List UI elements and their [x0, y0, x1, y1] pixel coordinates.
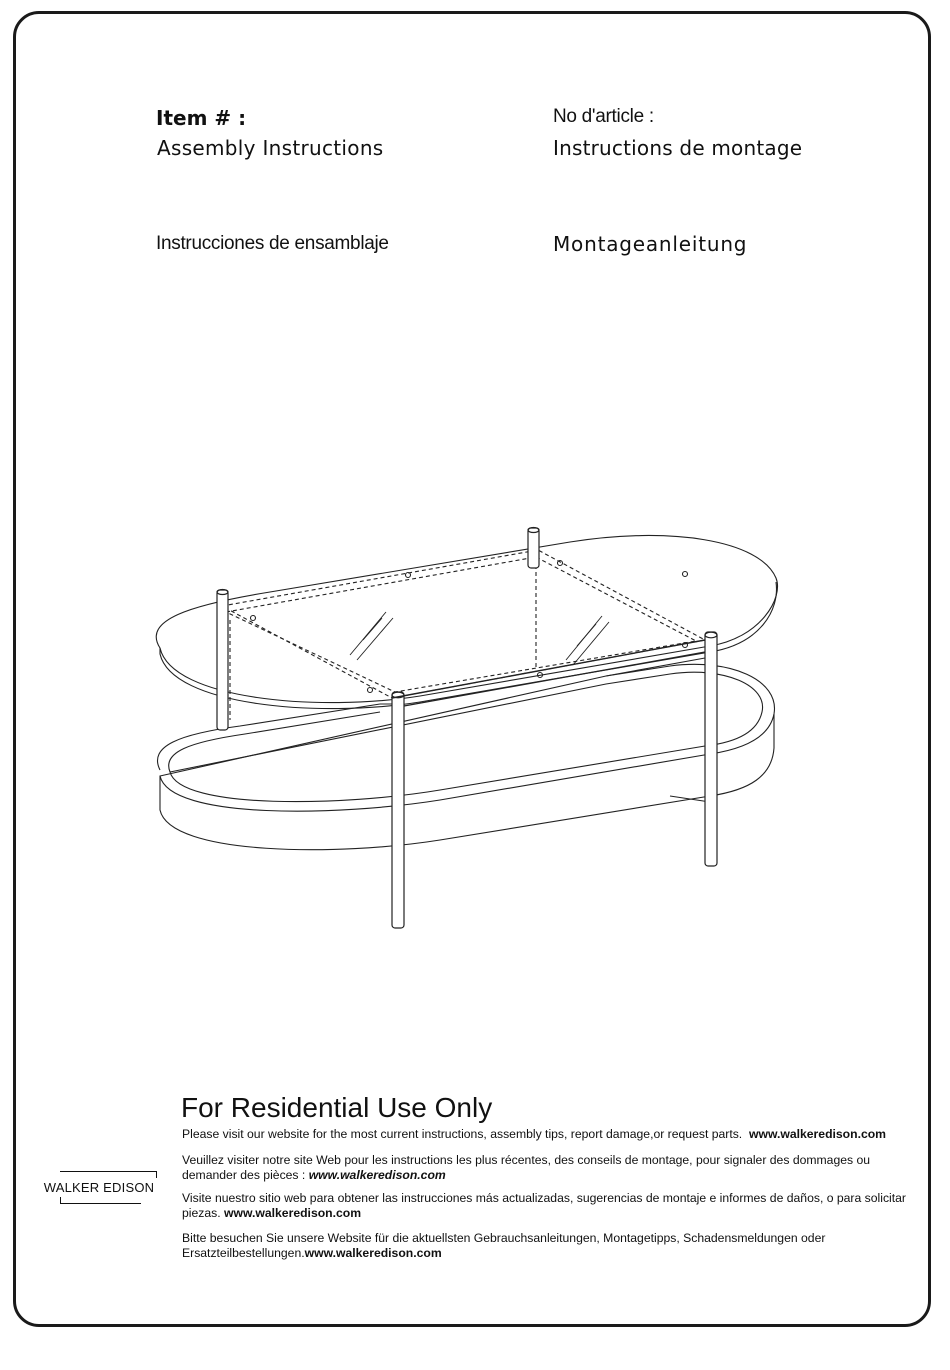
assembly-instructions-fr: Instructions de montage [553, 136, 803, 160]
logo-text: WALKER EDISON [43, 1180, 155, 1195]
website-note-fr [182, 1153, 912, 1183]
assembly-instructions-en: Assembly Instructions [157, 136, 384, 160]
bottom-shelf-rim [169, 672, 763, 801]
bottom-shelf [158, 664, 775, 811]
item-number-label-fr: No d'article : [553, 106, 654, 127]
website-note-de-text: Bitte besuchen Sie unsere Website für die aktuellsten Gebrauchsanleitungen, Montagetipps, Schadensmeldungen oder Ersatzteilbestellungen. [182, 1231, 826, 1260]
logo-bottom-bracket [60, 1197, 141, 1204]
item-number-label: Item # : [156, 106, 247, 130]
glass-top [156, 535, 777, 702]
assembly-instructions-de: Montageanleitung [553, 232, 748, 256]
glass-reflection [350, 612, 609, 665]
table-legs [217, 528, 717, 929]
website-note-de [182, 1231, 912, 1261]
website-link-es[interactable]: www.walkeredison.com [224, 1206, 362, 1220]
website-note-en [182, 1127, 912, 1142]
website-link-de[interactable]: www.walkeredison.com [304, 1246, 442, 1260]
website-link-en[interactable]: www.walkeredison.com [748, 1127, 887, 1141]
bottom-shelf-edge [160, 714, 774, 850]
coffee-table-illustration [150, 520, 790, 940]
logo-top-bracket [60, 1171, 157, 1178]
walker-edison-logo [40, 1171, 158, 1205]
website-link-fr[interactable]: www.walkeredison.com [308, 1168, 446, 1182]
assembly-instructions-es: Instrucciones de ensamblaje [156, 233, 389, 254]
website-note-fr-text: Veuillez visiter notre site Web pour les instructions les plus récentes, des conseils de montage, pour signaler des dommages ou demander des pièces : [182, 1153, 871, 1182]
website-note-es-text: Visite nuestro sitio web para obtener las instrucciones más actualizadas, sugerencias de montaje e informes de daños, o para solicitar piezas. [182, 1191, 906, 1220]
residential-use-heading: For Residential Use Only [181, 1092, 493, 1123]
website-note-es [182, 1191, 912, 1221]
website-note-en-text: Please visit our website for the most current instructions, assembly tips, report damage,or request parts. [182, 1127, 743, 1141]
